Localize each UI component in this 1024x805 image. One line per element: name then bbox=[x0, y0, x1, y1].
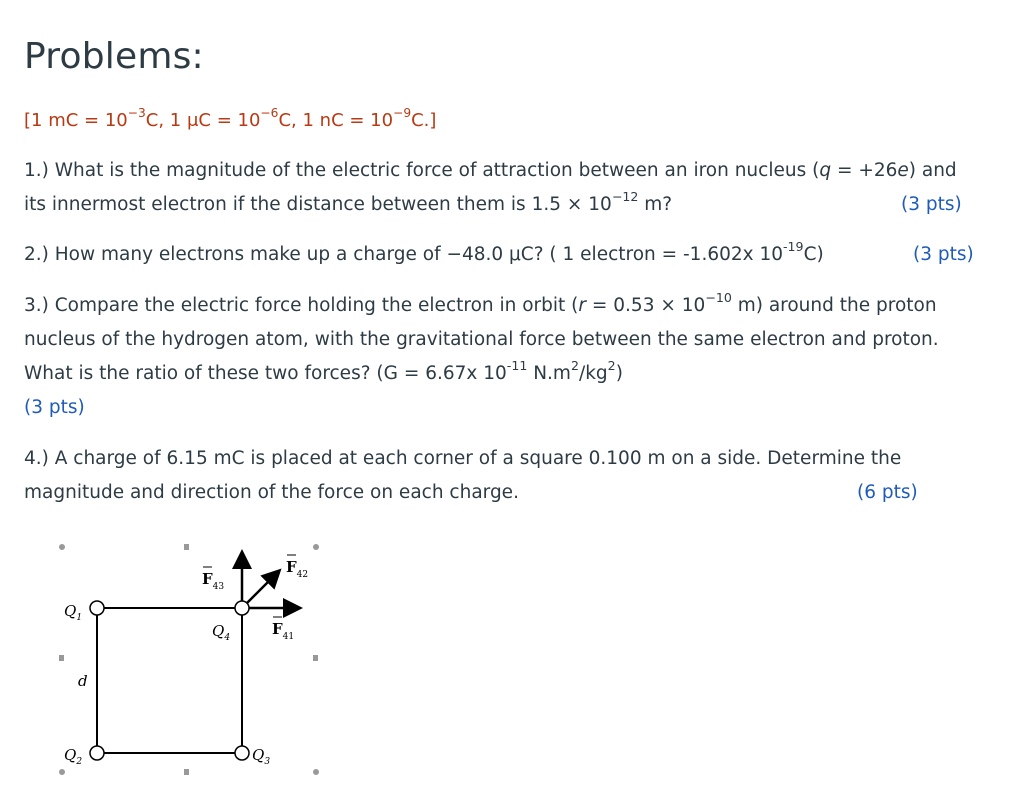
problem-3-text: nucleus of the hydrogen atom, with the gravitational force between the same electron and proton. bbox=[24, 329, 939, 350]
problem-3 bbox=[24, 289, 1004, 425]
label-f43: $F_{43}$ bbox=[202, 570, 225, 592]
problem-1-text: 1.) What is the magnitude of the electric force of attraction between an iron nucleus ( bbox=[24, 160, 820, 181]
points-badge: (3 pts) bbox=[913, 244, 974, 265]
problem-3-text: /kg bbox=[578, 363, 608, 384]
label-d: d bbox=[78, 672, 88, 690]
handle-dot[interactable] bbox=[59, 544, 65, 550]
problem-3-text: What is the ratio of these two forces? (G = 6.67x 10 bbox=[24, 363, 507, 384]
exponent: −10 bbox=[705, 289, 732, 305]
charge-q3 bbox=[235, 746, 249, 760]
unit-conversions bbox=[24, 106, 437, 131]
units-a-exp: −3 bbox=[127, 106, 146, 121]
points-badge: (3 pts) bbox=[901, 194, 962, 215]
problem-1-text: ) and bbox=[908, 160, 957, 181]
problem-2-text: 2.) How many electrons make up a charge of −48.0 μC? ( 1 electron = -1.602x 10 bbox=[24, 244, 784, 265]
units-c: C, 1 nC = 10 bbox=[278, 110, 394, 131]
handle-dot[interactable] bbox=[313, 544, 319, 550]
problem-2-text: C) bbox=[803, 244, 824, 265]
charge-q2 bbox=[90, 746, 104, 760]
units-a: [1 mC = 10 bbox=[24, 110, 128, 131]
problem-1-text: m? bbox=[638, 194, 673, 215]
exponent: -11 bbox=[506, 357, 528, 373]
problem-1-text: its innermost electron if the distance between them is 1.5 × 10 bbox=[24, 194, 612, 215]
exponent: 2 bbox=[570, 357, 579, 373]
problem-4 bbox=[24, 442, 1004, 510]
problem-3-text: = 0.53 × 10 bbox=[586, 295, 706, 316]
handle-dot[interactable] bbox=[313, 769, 319, 775]
problem-2 bbox=[24, 238, 1004, 272]
exponent: 2 bbox=[607, 357, 616, 373]
problem-1-text: = +26 bbox=[831, 160, 898, 181]
symbol-e: e bbox=[897, 160, 909, 181]
points-badge: (6 pts) bbox=[857, 482, 918, 503]
problem-4-text: magnitude and direction of the force on each charge. bbox=[24, 482, 519, 503]
label-q4: $Q_4$ bbox=[212, 622, 231, 643]
label-f42: $F_{42}$ bbox=[286, 558, 309, 580]
symbol-q: q bbox=[819, 160, 832, 181]
exponent: −12 bbox=[611, 188, 639, 204]
units-b: C, 1 μC = 10 bbox=[145, 110, 261, 131]
problem-4-text: 4.) A charge of 6.15 mC is placed at each corner of a square 0.100 m on a side. Determine the bbox=[24, 448, 902, 469]
problem-3-text: N.m bbox=[527, 363, 571, 384]
handle-dot[interactable] bbox=[59, 769, 65, 775]
exponent: -19 bbox=[783, 238, 804, 254]
label-f41: $F_{41}$ bbox=[272, 620, 295, 642]
square-charges-diagram bbox=[40, 540, 340, 780]
handle-dot[interactable] bbox=[313, 655, 318, 661]
page-title: Problems: bbox=[24, 36, 204, 77]
symbol-r: r bbox=[578, 295, 587, 316]
points-badge: (3 pts) bbox=[24, 397, 85, 418]
label-q2: $Q_2$ bbox=[64, 746, 83, 767]
units-b-exp: −6 bbox=[260, 106, 279, 121]
handle-dot[interactable] bbox=[184, 769, 189, 775]
problem-3-text: 3.) Compare the electric force holding the electron in orbit ( bbox=[24, 295, 579, 316]
units-c-exp: −9 bbox=[393, 106, 412, 121]
units-d: C.] bbox=[411, 110, 437, 131]
handle-dot[interactable] bbox=[59, 655, 64, 661]
label-q3: $Q_3$ bbox=[252, 746, 271, 767]
charge-q1 bbox=[90, 601, 104, 615]
handle-dot[interactable] bbox=[184, 544, 189, 550]
problem-1 bbox=[24, 154, 1004, 222]
label-q1: $Q_1$ bbox=[64, 602, 83, 623]
charge-q4 bbox=[235, 601, 249, 615]
problem-3-text: m) around the proton bbox=[731, 295, 937, 316]
problem-3-text: ) bbox=[615, 363, 623, 384]
